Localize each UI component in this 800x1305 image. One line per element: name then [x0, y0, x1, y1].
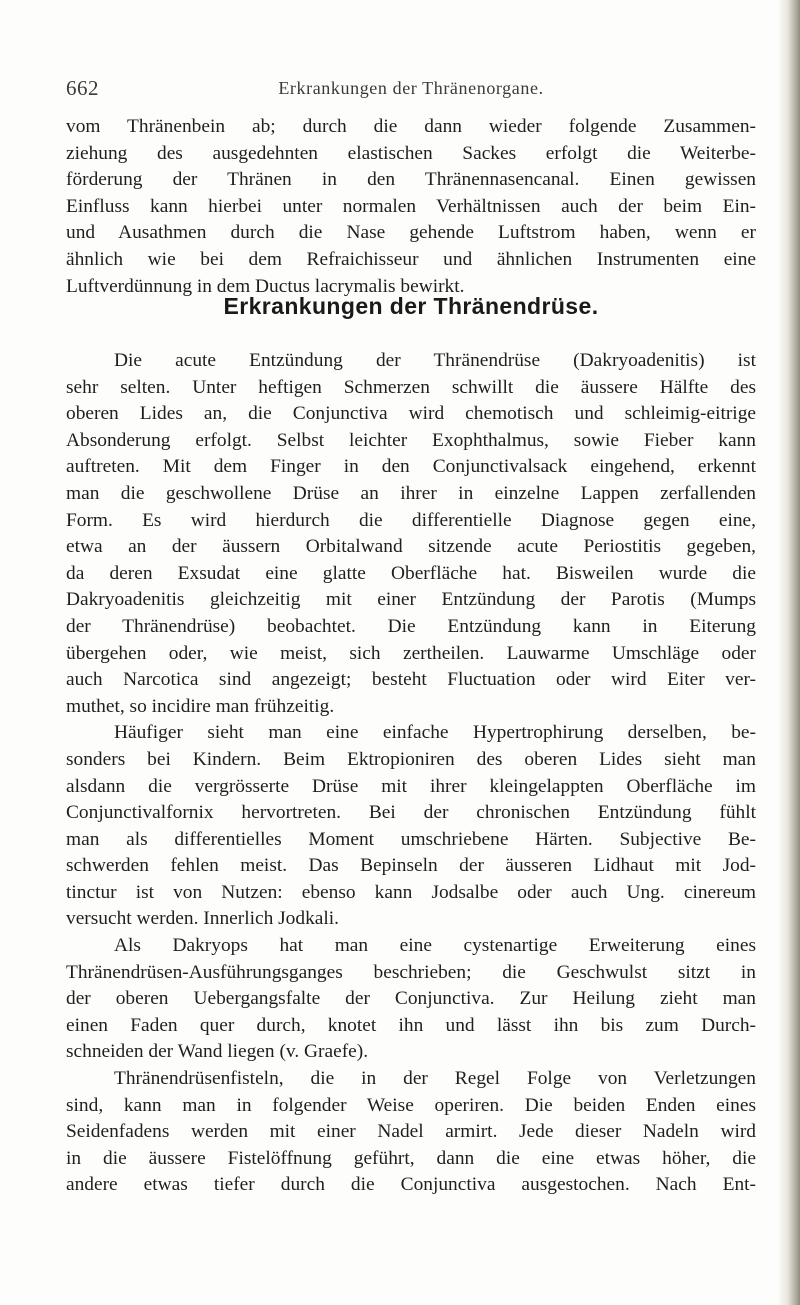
text-line: auch Narcotica sind angezeigt; besteht Fluctuation oder wird Eiter ver-	[66, 669, 756, 691]
text-line: alsdann die vergrösserte Drüse mit ihrer kleingelappten Oberfläche im	[66, 775, 756, 797]
text-line: Luftverdünnung in dem Ductus lacrymalis bewirkt.	[66, 275, 465, 297]
section-heading: Erkrankungen der Thränendrüse.	[223, 293, 599, 319]
text-line: versucht werden. Innerlich Jodkali.	[66, 908, 339, 930]
text-line: Als Dakryops hat man eine cystenartige Erweiterung eines	[114, 935, 756, 957]
text-line: muthet, so incidire man frühzeitig.	[66, 695, 335, 717]
text-line: Absonderung erfolgt. Selbst leichter Exophthalmus, sowie Fieber kann	[66, 429, 756, 451]
text-line: andere etwas tiefer durch die Conjunctiva ausgestochen. Nach Ent-	[66, 1174, 756, 1196]
text-line: schneiden der Wand liegen (v. Graefe).	[66, 1041, 369, 1063]
text-line: sehr selten. Unter heftigen Schmerzen schwillt die äussere Hälfte des	[66, 376, 756, 398]
text-line: Dakryoadenitis gleichzeitig mit einer Entzündung der Parotis (Mumps	[66, 589, 756, 611]
text-line: in die äussere Fistelöffnung geführt, dann die eine etwas höher, die	[66, 1147, 756, 1169]
text-line: man als differentielles Moment umschriebene Härten. Subjective Be-	[66, 828, 756, 850]
section-body	[66, 348, 756, 1199]
text-line: auftreten. Mit dem Finger in den Conjunctivalsack eingehend, erkennt	[66, 456, 756, 478]
page-number: 662	[66, 76, 99, 100]
text-line: schwerden fehlen meist. Das Bepinseln der äusseren Lidhaut mit Jod-	[66, 855, 756, 877]
intro-paragraph	[66, 114, 756, 300]
text-line: Die acute Entzündung der Thränendrüse (Dakryoadenitis) ist	[114, 350, 756, 371]
text-line: Seidenfadens werden mit einer Nadel armirt. Jede dieser Nadeln wird	[66, 1121, 756, 1143]
text-line: sonders bei Kindern. Beim Ektropioniren des oberen Lides sieht man	[66, 748, 756, 770]
text-line: der Thränendrüse) beobachtet. Die Entzündung kann in Eiterung	[66, 615, 756, 637]
page-edge-shadow	[778, 0, 800, 1305]
text-line: sind, kann man in folgender Weise operiren. Die beiden Enden eines	[66, 1094, 756, 1116]
text-line: ähnlich wie bei dem Refraichisseur und ähnlichen Instrumenten eine	[66, 248, 756, 270]
text-line: man die geschwollene Drüse an ihrer in einzelne Lappen zerfallenden	[66, 482, 756, 504]
text-line: etwa an der äussern Orbitalwand sitzende acute Periostitis gegeben,	[66, 536, 756, 558]
text-line: Thränendrüsen-Ausführungsganges beschrieben; die Geschwulst sitzt in	[66, 961, 756, 983]
text-line: Thränendrüsenfisteln, die in der Regel Folge von Verletzungen	[114, 1068, 756, 1090]
text-line: tinctur ist von Nutzen: ebenso kann Jodsalbe oder auch Ung. cinereum	[66, 881, 756, 903]
text-line: oberen Lides an, die Conjunctiva wird chemotisch und schleimig-eitrige	[66, 403, 756, 425]
running-head	[66, 76, 756, 106]
text-line: Häufiger sieht man eine einfache Hypertrophirung derselben, be-	[114, 722, 756, 744]
text-line: ziehung des ausgedehnten elastischen Sackes erfolgt die Weiterbe-	[66, 142, 756, 164]
text-line: Einfluss kann hierbei unter normalen Verhältnissen auch der beim Ein-	[66, 195, 756, 217]
text-line: Conjunctivalfornix hervortreten. Bei der chronischen Entzündung fühlt	[66, 802, 756, 824]
text-line: übergehen oder, wie meist, sich zertheilen. Lauwarme Umschläge oder	[66, 642, 756, 664]
text-line: förderung der Thränen in den Thränennasencanal. Einen gewissen	[66, 169, 756, 191]
running-head-title: Erkrankungen der Thränenorgane.	[278, 78, 544, 98]
text-line: einen Faden quer durch, knotet ihn und lässt ihn bis zum Durch-	[66, 1014, 756, 1036]
text-line: Form. Es wird hierdurch die differentielle Diagnose gegen eine,	[66, 509, 756, 531]
text-line: da deren Exsudat eine glatte Oberfläche hat. Bisweilen wurde die	[66, 562, 756, 584]
text-line: vom Thränenbein ab; durch die dann wieder folgende Zusammen-	[66, 116, 756, 137]
text-line: und Ausathmen durch die Nase gehende Luftstrom haben, wenn er	[66, 222, 756, 244]
text-line: der oberen Uebergangsfalte der Conjunctiva. Zur Heilung zieht man	[66, 988, 756, 1010]
